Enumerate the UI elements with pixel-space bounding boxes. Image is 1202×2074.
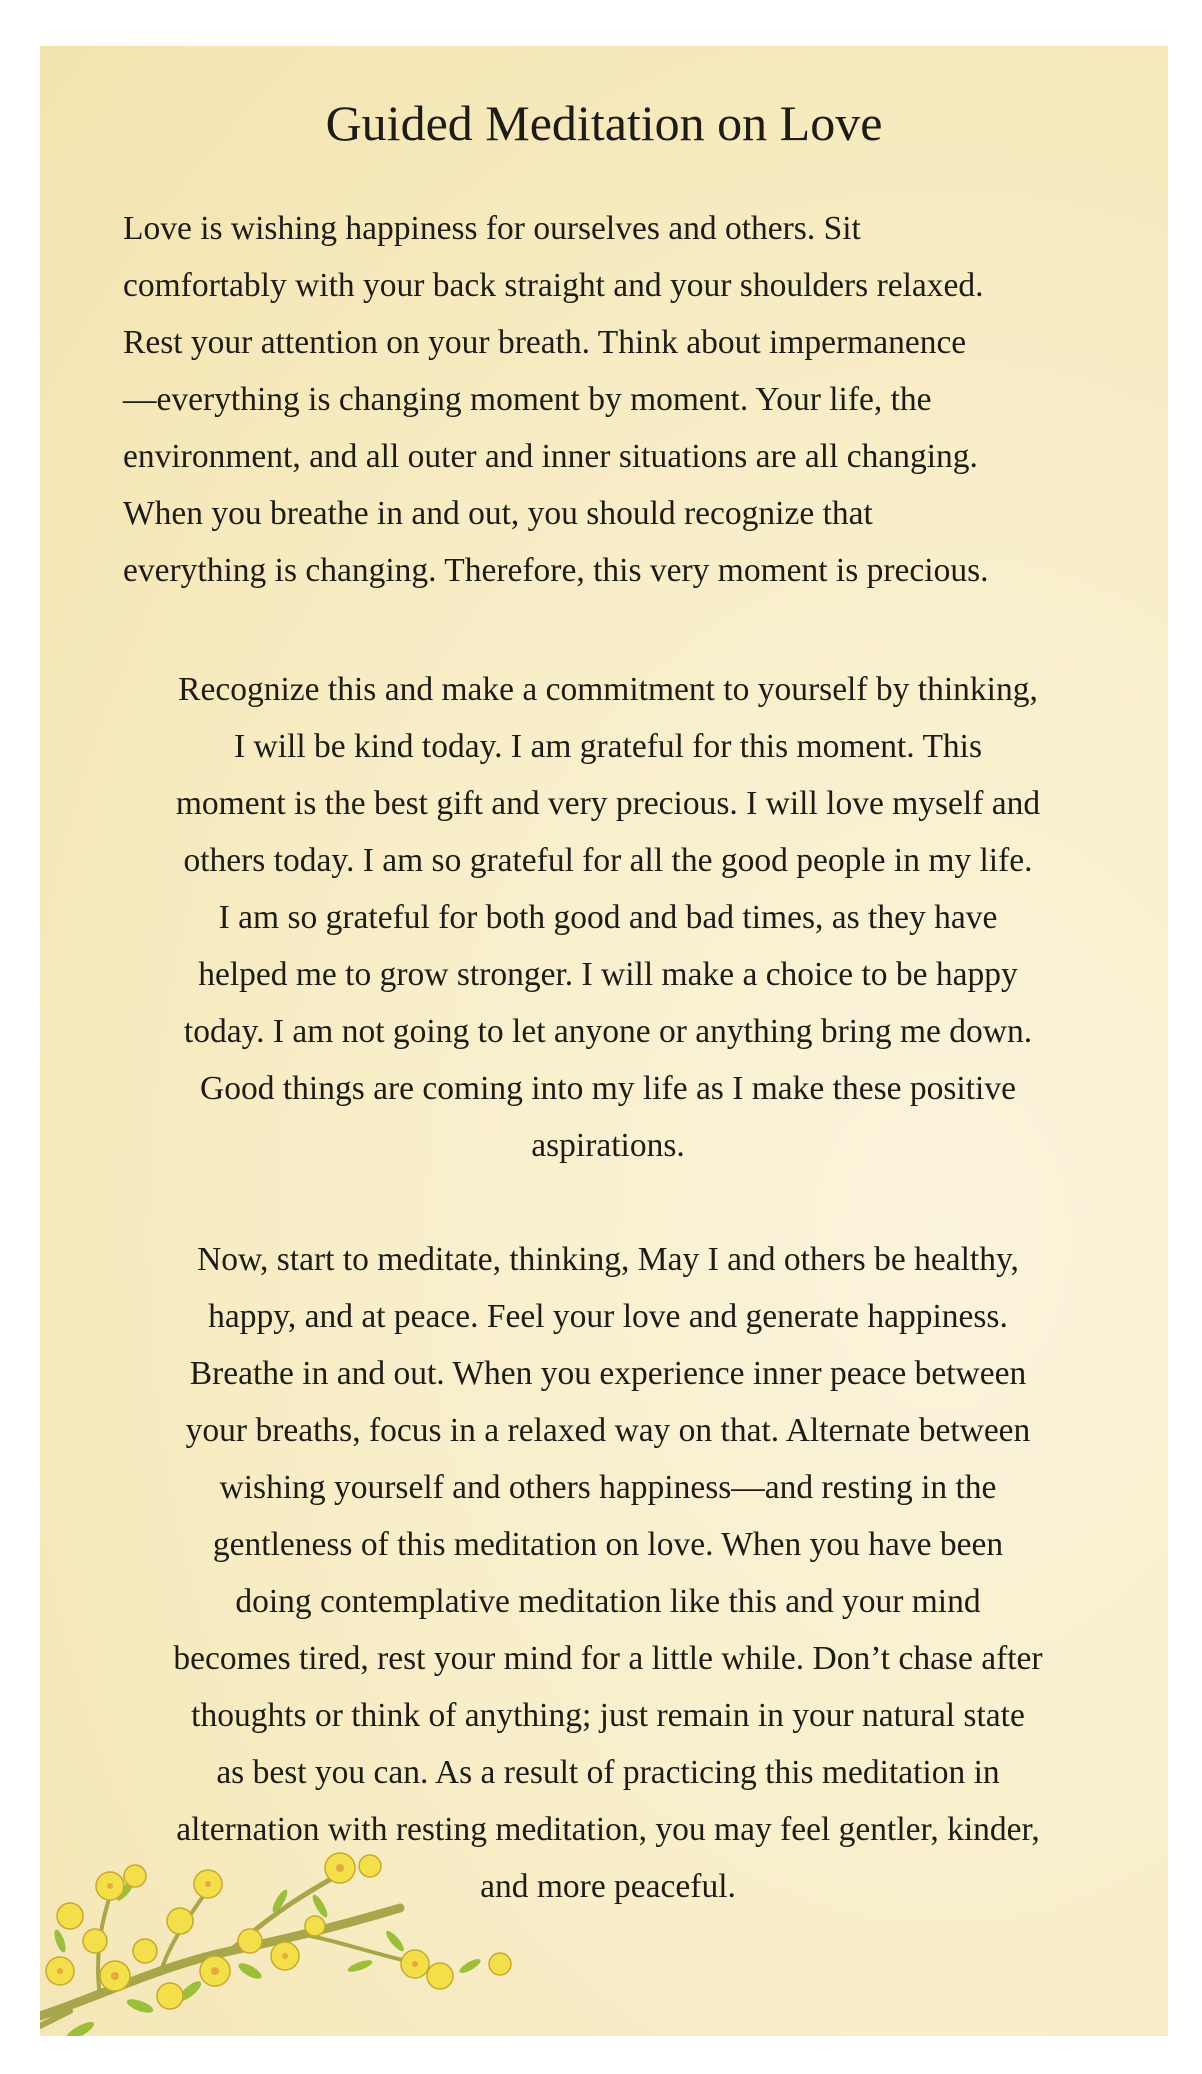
- text-line: doing contemplative meditation like this and your mind: [235, 1583, 981, 1620]
- text-line: and more peaceful.: [480, 1868, 736, 1905]
- flowering-branch-icon: [40, 1846, 540, 2036]
- text-line: happy, and at peace. Feel your love and generate happiness.: [208, 1298, 1008, 1335]
- text-line: When you breathe in and out, you should recognize that: [123, 495, 873, 532]
- text-line: I will be kind today. I am grateful for this moment. This: [233, 728, 983, 765]
- text-line: —everything is changing moment by moment. Your life, the: [123, 381, 932, 418]
- text-line: everything is changing. Therefore, this very moment is precious.: [123, 552, 989, 589]
- text-line: I am so grateful for both good and bad times, as they have: [218, 899, 998, 936]
- text-line: gentleness of this meditation on love. When you have been: [212, 1526, 1004, 1563]
- paragraph-intro: [123, 200, 1113, 599]
- text-line: Recognize this and make a commitment to yourself by thinking,: [178, 671, 1038, 708]
- text-line: becomes tired, rest your mind for a little while. Don’t chase after: [173, 1640, 1043, 1677]
- text-line: thoughts or think of anything; just remain in your natural state: [191, 1697, 1025, 1734]
- text-line: comfortably with your back straight and your shoulders relaxed.: [123, 267, 984, 304]
- text-line: alternation with resting meditation, you may feel gentler, kinder,: [176, 1811, 1040, 1848]
- meditation-card: [40, 46, 1168, 2036]
- text-line: Love is wishing happiness for ourselves and others. Sit: [123, 210, 861, 247]
- text-line: environment, and all outer and inner situations are all changing.: [123, 438, 978, 475]
- text-line: Good things are coming into my life as I make these positive: [200, 1070, 1016, 1107]
- text-line: wishing yourself and others happiness—and resting in the: [219, 1469, 997, 1506]
- text-line: Now, start to meditate, thinking, May I and others be healthy,: [197, 1241, 1019, 1278]
- paragraph-meditation: [103, 1231, 1113, 1915]
- page-title: Guided Meditation on Love: [325, 95, 883, 151]
- text-line: moment is the best gift and very precious. I will love myself and: [175, 785, 1041, 822]
- paragraph-commitment: [103, 661, 1113, 1174]
- text-line: your breaths, focus in a relaxed way on that. Alternate between: [185, 1412, 1031, 1449]
- text-line: aspirations.: [531, 1127, 685, 1164]
- text-line: as best you can. As a result of practicing this meditation in: [216, 1754, 1000, 1791]
- text-line: today. I am not going to let anyone or anything bring me down.: [183, 1013, 1033, 1050]
- text-line: helped me to grow stronger. I will make a choice to be happy: [198, 956, 1018, 993]
- text-line: others today. I am so grateful for all the good people in my life.: [183, 842, 1033, 879]
- text-line: Rest your attention on your breath. Think about impermanence: [123, 324, 967, 361]
- text-line: Breathe in and out. When you experience inner peace between: [189, 1355, 1027, 1392]
